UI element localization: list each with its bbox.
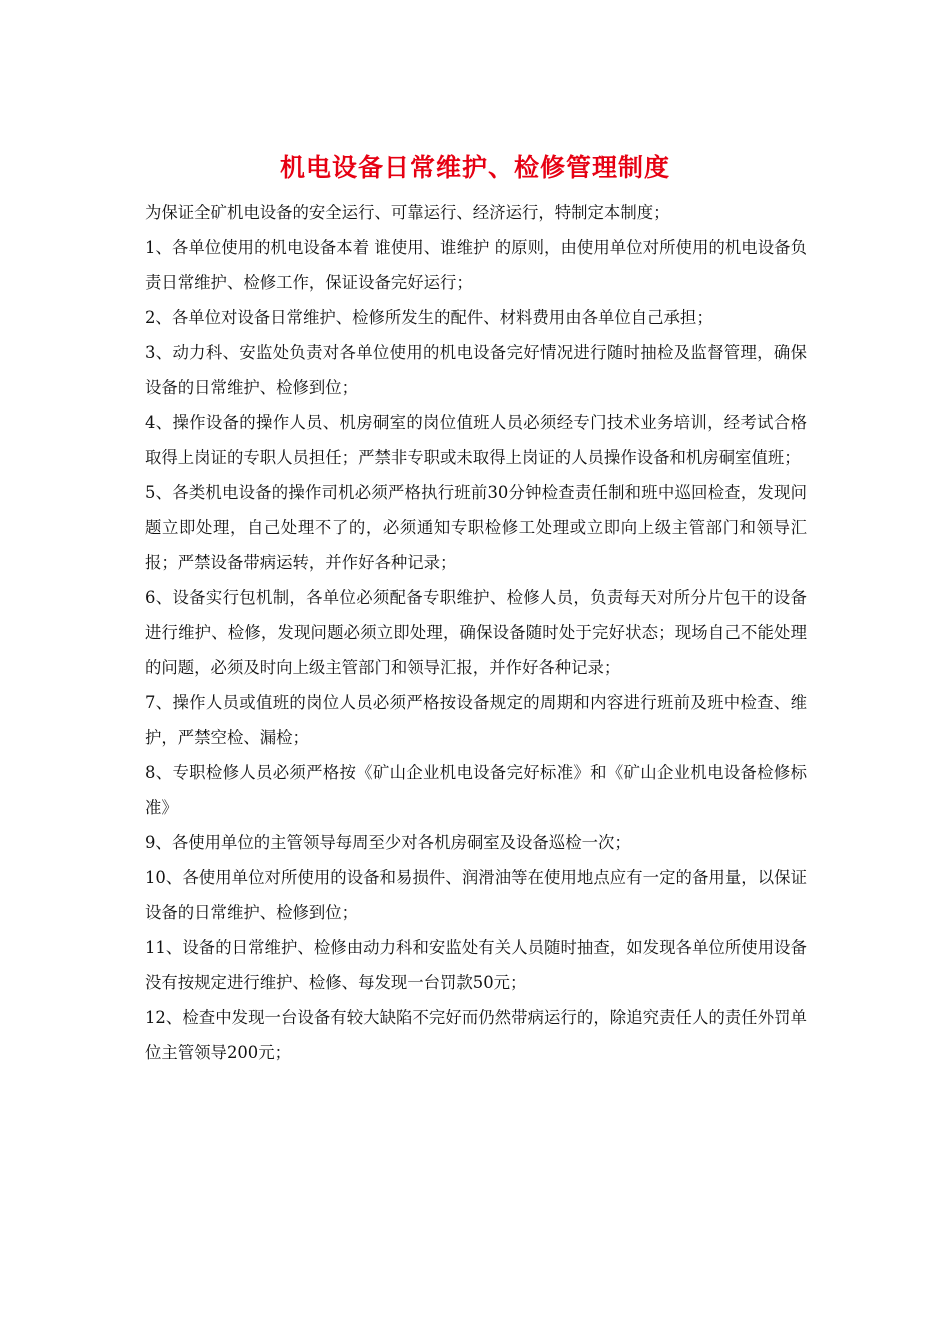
paragraph-item-7: 7、操作人员或值班的岗位人员必须严格按设备规定的周期和内容进行班前及班中检查、维护，严禁空检、漏检；	[145, 693, 807, 747]
paragraph-item-5: 5、各类机电设备的操作司机必须严格执行班前30分钟检查责任制和班中巡回检查，发现问题立即处理，自己处理不了的，必须通知专职检修工处理或立即向上级主管部门和领导汇报；严禁设备带病运转，并作好各种记录；	[145, 483, 807, 572]
paragraph-item-2: 2、各单位对设备日常维护、检修所发生的配件、材料费用由各单位自己承担；	[145, 308, 713, 327]
paragraph-item-12: 12、检查中发现一台设备有较大缺陷不完好而仍然带病运行的，除追究责任人的责任外罚单位主管领导200元；	[145, 1008, 807, 1062]
paragraph-item-8: 8、专职检修人员必须严格按《矿山企业机电设备完好标准》和《矿山企业机电设备检修标准》	[145, 763, 807, 817]
paragraph-item-11: 11、设备的日常维护、检修由动力科和安监处有关人员随时抽查，如发现各单位所使用设备没有按规定进行维护、检修、每发现一台罚款50元；	[145, 938, 807, 992]
paragraph-item-1: 1、各单位使用的机电设备本着 谁使用、谁维护 的原则，由使用单位对所使用的机电设备负责日常维护、检修工作，保证设备完好运行；	[145, 238, 807, 292]
paragraph-item-3: 3、动力科、安监处负责对各单位使用的机电设备完好情况进行随时抽检及监督管理，确保设备的日常维护、检修到位；	[145, 343, 807, 397]
document-title: 机电设备日常维护、检修管理制度	[279, 153, 670, 182]
paragraph-intro: 为保证全矿机电设备的安全运行、可靠运行、经济运行，特制定本制度；	[145, 203, 670, 222]
paragraph-item-9: 9、各使用单位的主管领导每周至少对各机房硐室及设备巡检一次；	[145, 833, 631, 852]
paragraph-item-6: 6、设备实行包机制，各单位必须配备专职维护、检修人员，负责每天对所分片包干的设备进行维护、检修，发现问题必须立即处理，确保设备随时处于完好状态；现场自己不能处理的问题，必须及时向上级主管部门和领导汇报，并作好各种记录；	[145, 588, 807, 677]
paragraph-item-10: 10、各使用单位对所使用的设备和易损件、润滑油等在使用地点应有一定的备用量，以保证设备的日常维护、检修到位；	[145, 868, 807, 922]
paragraph-item-4: 4、操作设备的操作人员、机房硐室的岗位值班人员必须经专门技术业务培训，经考试合格取得上岗证的专职人员担任；严禁非专职或未取得上岗证的人员操作设备和机房硐室值班；	[145, 413, 807, 467]
document-body	[145, 195, 807, 1070]
